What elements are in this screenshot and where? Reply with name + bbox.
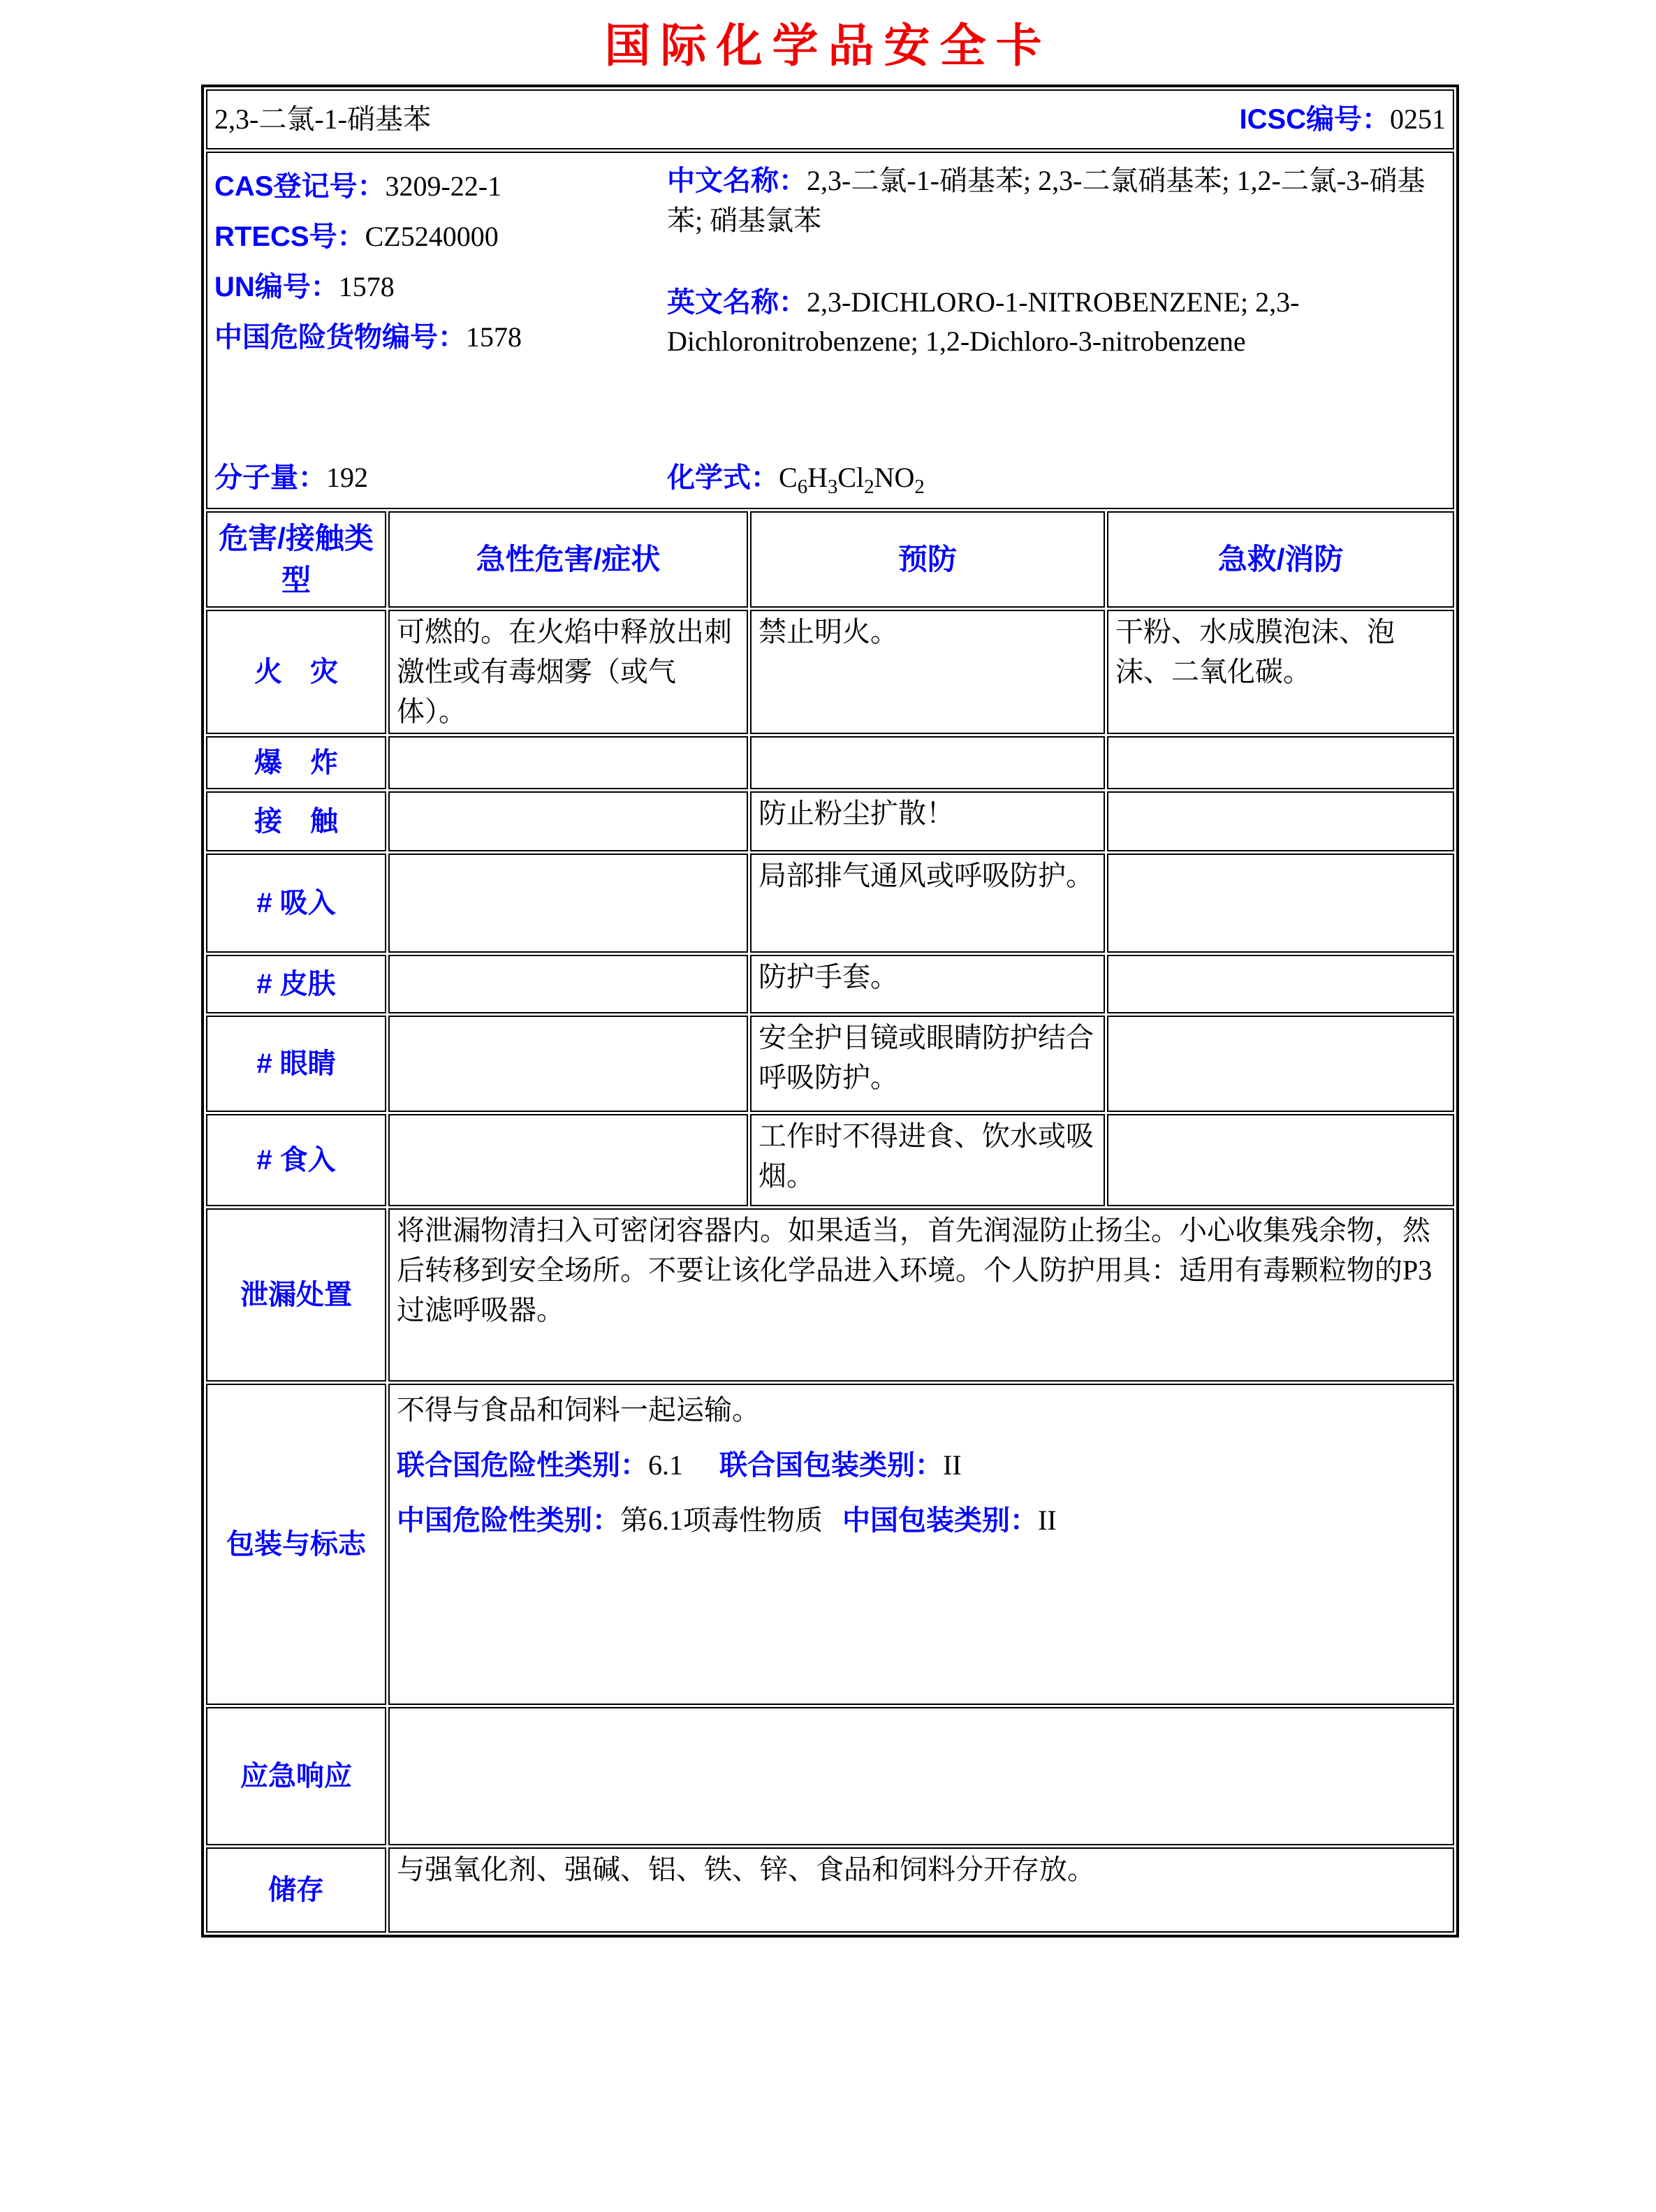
chinese-names-label: 中文名称： bbox=[667, 166, 807, 196]
packaging-transport-note: 不得与食品和饲料一起运输。 bbox=[397, 1394, 760, 1426]
icsc-number-group bbox=[1239, 100, 1446, 140]
spill-disposal-text: 将泄漏物清扫入可密闭容器内。如果适当，首先润湿防止扬尘。小心收集残余物，然后转移到安全场所。不要让该化学品进入环境。个人防护用具：适用有毒颗粒物的P3过滤呼吸器。 bbox=[397, 1215, 1432, 1326]
eyes-response-cell bbox=[1107, 1016, 1454, 1112]
emergency-response-label: 应急响应 bbox=[240, 1760, 352, 1792]
eyes-row-label: # 眼睛 bbox=[256, 1048, 336, 1079]
packaging-label-cell bbox=[206, 1384, 386, 1705]
rtecs-number-line bbox=[214, 212, 667, 262]
un-hazard-class-value: 6.1 bbox=[648, 1449, 683, 1481]
china-packing-group-label: 中国包装类别： bbox=[842, 1504, 1038, 1536]
header-row bbox=[206, 89, 1454, 149]
chinese-names-line bbox=[667, 161, 1443, 241]
storage-label: 储存 bbox=[268, 1874, 324, 1905]
chemical-formula-label: 化学式： bbox=[667, 462, 779, 494]
header-cell bbox=[206, 89, 1454, 149]
skin-response-cell bbox=[1107, 955, 1454, 1013]
english-names-value: 2,3-DICHLORO-1-NITROBENZENE; 2,3-Dichloronitrobenzene; 1,2-Dichloro-3-nitrobenzene bbox=[667, 286, 1300, 358]
spill-disposal-text-cell bbox=[388, 1208, 1454, 1382]
rtecs-value: CZ5240000 bbox=[365, 221, 499, 252]
ingestion-row-label-cell bbox=[206, 1114, 386, 1206]
emergency-response-label-cell bbox=[206, 1707, 386, 1845]
spill-disposal-label-cell bbox=[206, 1208, 386, 1382]
icsc-label: ICSC编号： bbox=[1239, 103, 1391, 135]
inhalation-row-label: # 吸入 bbox=[256, 887, 336, 918]
explosion-row-label: 爆 炸 bbox=[254, 747, 338, 778]
fire-symptom-cell: 可燃的。在火焰中释放出刺激性或有毒烟雾（或气体）。 bbox=[388, 610, 748, 734]
fire-row-label-cell bbox=[206, 610, 386, 734]
hazard-row-ingestion bbox=[206, 1114, 1454, 1206]
chemical-name: 2,3-二氯-1-硝基苯 bbox=[214, 103, 431, 135]
un-classification-line bbox=[397, 1446, 1446, 1486]
spill-disposal-row bbox=[206, 1208, 1454, 1382]
eyes-symptom-cell bbox=[388, 1016, 748, 1112]
molecular-weight-label: 分子量： bbox=[214, 462, 326, 494]
storage-row bbox=[206, 1847, 1454, 1933]
column-header-firstaid-firefighting: 急救/消防 bbox=[1107, 511, 1454, 608]
hazard-row-inhalation bbox=[206, 854, 1454, 953]
un-packing-group-value: II bbox=[943, 1449, 962, 1481]
fire-response-cell: 干粉、水成膜泡沫、泡沫、二氧化碳。 bbox=[1107, 610, 1454, 734]
inhalation-symptom-cell bbox=[388, 854, 748, 953]
fire-prevention-cell: 禁止明火。 bbox=[750, 610, 1105, 734]
icsc-number: 0251 bbox=[1390, 103, 1446, 135]
emergency-response-row bbox=[206, 1707, 1454, 1845]
skin-symptom-cell bbox=[388, 955, 748, 1013]
contact-row-label: 接 触 bbox=[254, 805, 338, 837]
rtecs-label: RTECS号： bbox=[214, 221, 365, 252]
identifier-list bbox=[214, 161, 667, 362]
info-cell bbox=[206, 152, 1454, 509]
china-hazard-class-label: 中国危险性类别： bbox=[397, 1504, 620, 1536]
china-dg-number-line bbox=[214, 312, 667, 362]
explosion-response-cell bbox=[1107, 736, 1454, 789]
hazard-row-contact bbox=[206, 791, 1454, 851]
hazard-row-fire bbox=[206, 610, 1454, 734]
eyes-prevention-cell: 安全护目镜或眼睛防护结合呼吸防护。 bbox=[750, 1016, 1105, 1112]
explosion-symptom-cell bbox=[388, 736, 748, 789]
skin-row-label-cell bbox=[206, 955, 386, 1013]
english-names-label: 英文名称： bbox=[667, 286, 807, 318]
skin-row-label: # 皮肤 bbox=[256, 968, 336, 999]
contact-row-label-cell bbox=[206, 791, 386, 851]
column-header-acute-hazards: 急性危害/症状 bbox=[388, 511, 748, 608]
packaging-row bbox=[206, 1384, 1454, 1705]
inhalation-response-cell bbox=[1107, 854, 1454, 953]
hazard-row-eyes bbox=[206, 1016, 1454, 1112]
ingestion-row-label: # 食入 bbox=[256, 1144, 336, 1175]
page-title: 国际化学品安全卡 bbox=[604, 21, 1052, 72]
eyes-row-label-cell bbox=[206, 1016, 386, 1112]
column-header-hazard-type: 危害/接触类型 bbox=[206, 511, 386, 608]
un-value: 1578 bbox=[338, 271, 395, 302]
column-header-prevention: 预防 bbox=[750, 511, 1105, 608]
un-hazard-class-label: 联合国危险性类别： bbox=[397, 1450, 648, 1481]
ingestion-prevention-cell: 工作时不得进食、饮水或吸烟。 bbox=[750, 1114, 1105, 1206]
english-names-line bbox=[667, 283, 1443, 362]
chemical-formula-line bbox=[667, 458, 925, 498]
un-label: UN编号： bbox=[214, 272, 339, 302]
china-hazard-class-value: 第6.1项毒性物质 bbox=[620, 1504, 823, 1536]
inhalation-row-label-cell bbox=[206, 854, 386, 953]
chinese-names-value: 2,3-二氯-1-硝基苯; 2,3-二氯硝基苯; 1,2-二氯-3-硝基苯; 硝基氯苯 bbox=[667, 165, 1426, 236]
molecular-weight-value: 192 bbox=[326, 462, 368, 494]
china-packing-group-value: II bbox=[1038, 1504, 1057, 1536]
contact-symptom-cell bbox=[388, 791, 748, 851]
explosion-row-label-cell bbox=[206, 736, 386, 789]
name-block bbox=[667, 161, 1446, 362]
skin-prevention-cell: 防护手套。 bbox=[750, 955, 1105, 1013]
ingestion-response-cell bbox=[1107, 1114, 1454, 1206]
ingestion-symptom-cell bbox=[388, 1114, 748, 1206]
safety-card-table bbox=[201, 85, 1459, 1938]
un-number-line bbox=[214, 262, 667, 312]
explosion-prevention-cell bbox=[750, 736, 1105, 789]
spill-disposal-label: 泄漏处置 bbox=[240, 1279, 352, 1310]
packaging-text-cell bbox=[388, 1384, 1454, 1705]
storage-text: 与强氧化剂、强碱、铝、铁、锌、食品和饲料分开存放。 bbox=[397, 1854, 1095, 1886]
chemical-formula: $C_6H_3Cl_2NO_2$ bbox=[779, 462, 925, 499]
info-row bbox=[206, 152, 1454, 509]
storage-text-cell bbox=[388, 1847, 1454, 1933]
storage-label-cell bbox=[206, 1847, 386, 1933]
china-dg-label: 中国危险货物编号： bbox=[214, 322, 466, 353]
packaging-label: 包装与标志 bbox=[226, 1528, 366, 1560]
fire-row-label: 火 灾 bbox=[254, 656, 338, 687]
hazard-row-explosion bbox=[206, 736, 1454, 789]
emergency-response-text-cell bbox=[388, 1707, 1454, 1845]
inhalation-prevention-cell: 局部排气通风或呼吸防护。 bbox=[750, 854, 1105, 953]
contact-response-cell bbox=[1107, 791, 1454, 851]
molecular-weight-line bbox=[214, 458, 667, 498]
china-dg-value: 1578 bbox=[466, 321, 522, 353]
cas-number-line bbox=[214, 161, 667, 212]
contact-prevention-cell: 防止粉尘扩散！ bbox=[750, 791, 1105, 851]
hazard-row-skin bbox=[206, 955, 1454, 1013]
un-packing-group-label: 联合国包装类别： bbox=[719, 1450, 943, 1481]
china-classification-line bbox=[397, 1501, 1446, 1541]
cas-value: 3209-22-1 bbox=[385, 170, 502, 202]
hazard-header-row bbox=[206, 511, 1454, 608]
cas-label: CAS登记号： bbox=[214, 171, 386, 202]
